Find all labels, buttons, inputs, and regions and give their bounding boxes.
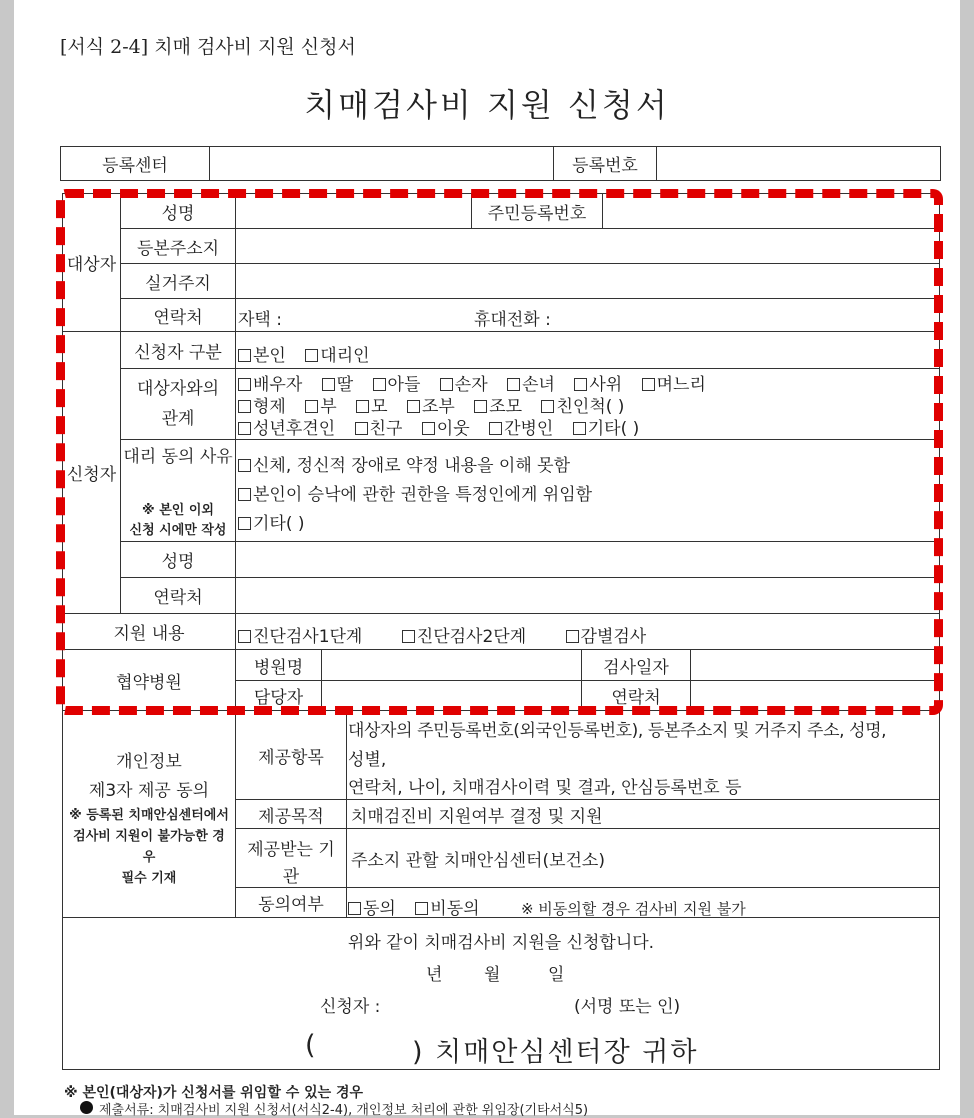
checkbox-spouse[interactable]: 배우자 [238, 375, 316, 395]
year-label: 년 [426, 965, 443, 985]
mobile-phone-label: 휴대전화 : [474, 310, 551, 330]
proxy-note-1: ※ 본인 이외 [142, 503, 214, 518]
checkbox-father[interactable]: 부 [305, 397, 350, 417]
applicant-contact-label: 연락처 [120, 577, 236, 614]
checkbox-son[interactable]: 아들 [373, 375, 435, 395]
hospital-name-label: 병원명 [235, 649, 322, 681]
purpose-label: 제공목적 [235, 799, 347, 829]
checkbox-son-in-law[interactable]: 사위 [574, 375, 636, 395]
checkbox-guardian[interactable]: 성년후견인 [238, 419, 349, 439]
checkbox-mother[interactable]: 모 [356, 397, 401, 417]
proxy-note-2: 신청 시에만 작성 [129, 523, 227, 538]
bullet-icon [80, 1101, 93, 1114]
applicant-type-label: 신청자 구분 [120, 331, 236, 369]
privacy-note-2: 검사비 지원이 불가능한 경 [73, 829, 225, 844]
checkbox-granddaughter[interactable]: 손녀 [507, 375, 569, 395]
privacy-note-3: 우 [142, 850, 156, 865]
items-label: 제공항목 [235, 710, 347, 800]
privacy-label-2: 제3자 제공 동의 [88, 781, 210, 801]
staff-field[interactable] [321, 680, 582, 711]
privacy-label-1: 개인정보 [116, 752, 182, 772]
target-reg-address-field[interactable] [235, 228, 940, 264]
checkbox-friend[interactable]: 친구 [355, 419, 417, 439]
day-label: 일 [548, 965, 565, 985]
items-text-2: 성별, [348, 750, 387, 770]
consent-note: ※ 비동의할 경우 검사비 지원 불가 [520, 900, 746, 918]
reg-center-field[interactable] [209, 146, 554, 181]
submission-docs: 제출서류: 치매검사비 지원 신청서(서식2-4), 개인정보 처리에 관한 위임장(기타서식5) [99, 1103, 589, 1118]
checkbox-diagnosis-2[interactable]: 진단검사2단계 [402, 627, 526, 647]
purpose-text: 치매검진비 지원여부 결정 및 지원 [346, 799, 940, 829]
proxy-reason-label: 대리 동의 사유 [123, 447, 233, 467]
applicant-name-field[interactable] [235, 541, 940, 578]
checkbox-proxy-reason-disability[interactable]: 신체, 정신적 장애로 약정 내용을 이해 못함 [238, 451, 570, 476]
sign-hint: (서명 또는 인) [574, 997, 681, 1017]
applicant-group-label: 신청자 [62, 331, 121, 614]
checkbox-proxy[interactable]: 대리인 [305, 346, 383, 366]
target-name-label: 성명 [120, 193, 236, 229]
relation-row-1 [238, 374, 720, 396]
checkbox-proxy-reason-delegation[interactable]: 본인이 승낙에 관한 권한을 특정인에게 위임함 [238, 480, 592, 505]
application-statement: 위와 같이 치매검사비 지원을 신청합니다. [347, 933, 655, 953]
form-label: [서식 2-4] 치매 검사비 지원 신청서 [60, 36, 356, 58]
exam-date-field[interactable] [690, 649, 940, 681]
checkbox-relative[interactable]: 친인척( ) [541, 397, 624, 417]
target-real-address-field[interactable] [235, 263, 940, 299]
recipient-text: 주소지 관할 치매안심센터(보건소) [346, 828, 940, 888]
checkbox-daughter-in-law[interactable]: 며느리 [642, 375, 720, 395]
target-name-field[interactable] [235, 193, 472, 229]
applicant-type-options [238, 341, 384, 366]
target-group-label: 대상자 [62, 193, 121, 332]
staff-label: 담당자 [235, 680, 322, 711]
checkbox-neighbor[interactable]: 이웃 [422, 419, 484, 439]
checkbox-proxy-reason-other[interactable]: 기타( ) [238, 509, 305, 534]
checkbox-grandmother[interactable]: 조모 [474, 397, 536, 417]
home-phone-label: 자택 : [238, 310, 282, 330]
support-label: 지원 내용 [62, 613, 236, 650]
relation-row-3 [238, 418, 639, 440]
reg-center-label: 등록센터 [60, 146, 210, 181]
relation-row-2 [238, 396, 624, 418]
checkbox-self[interactable]: 본인 [238, 346, 300, 366]
target-real-address-label: 실거주지 [120, 263, 236, 299]
target-contact-label: 연락처 [120, 298, 236, 332]
consent-label: 동의여부 [235, 887, 347, 918]
applicant-contact-field[interactable] [235, 577, 940, 614]
page-title: 치매검사비 지원 신청서 [304, 86, 670, 124]
items-text-1: 대상자의 주민등록번호(외국인등록번호), 등본주소지 및 거주지 주소, 성명, [348, 721, 887, 741]
addressee-open: ( [305, 1030, 316, 1061]
items-text-3: 연락처, 나이, 치매검사이력 및 결과, 안심등록번호 등 [348, 778, 742, 798]
target-reg-address-label: 등본주소지 [120, 228, 236, 264]
checkbox-grandfather[interactable]: 조부 [407, 397, 469, 417]
checkbox-diagnosis-1[interactable]: 진단검사1단계 [238, 627, 362, 647]
bottom-note: ※ 본인(대상자)가 신청서를 위임할 수 있는 경우 [64, 1085, 364, 1101]
privacy-note-1: ※ 등록된 치매안심센터에서 [69, 808, 229, 823]
recipient-label-2: 관 [282, 867, 300, 887]
hospital-contact-label: 연락처 [581, 680, 691, 711]
checkbox-differential[interactable]: 감별검사 [566, 627, 647, 647]
checkbox-disagree[interactable]: 비동의 [415, 899, 479, 919]
checkbox-sibling[interactable]: 형제 [238, 397, 300, 417]
support-options [238, 622, 646, 647]
privacy-note-4: 필수 기재 [121, 871, 177, 886]
checkbox-agree[interactable]: 동의 [348, 899, 410, 919]
hospital-name-field[interactable] [321, 649, 582, 681]
applicant-sign-label: 신청자 : [320, 997, 381, 1017]
checkbox-caregiver[interactable]: 간병인 [489, 419, 567, 439]
checkbox-daughter[interactable]: 딸 [322, 375, 367, 395]
target-contact-field[interactable] [235, 298, 940, 332]
target-rrn-label: 주민등록번호 [471, 193, 603, 229]
addressee: ) 치매안심센터장 귀하 [412, 1037, 699, 1068]
recipient-label-1: 제공받는 기 [247, 840, 335, 860]
target-rrn-field[interactable] [602, 193, 940, 229]
applicant-name-label: 성명 [120, 541, 236, 578]
reg-number-field[interactable] [656, 146, 941, 181]
checkbox-grandson[interactable]: 손자 [440, 375, 502, 395]
hospital-contact-field[interactable] [690, 680, 940, 711]
month-label: 월 [484, 965, 501, 985]
consent-options [348, 894, 746, 919]
exam-date-label: 검사일자 [581, 649, 691, 681]
relation-label: 대상자와의 관계 [120, 368, 236, 440]
checkbox-other-relation[interactable]: 기타( ) [573, 419, 640, 439]
hospital-label: 협약병원 [62, 649, 236, 711]
reg-number-label: 등록번호 [553, 146, 657, 181]
